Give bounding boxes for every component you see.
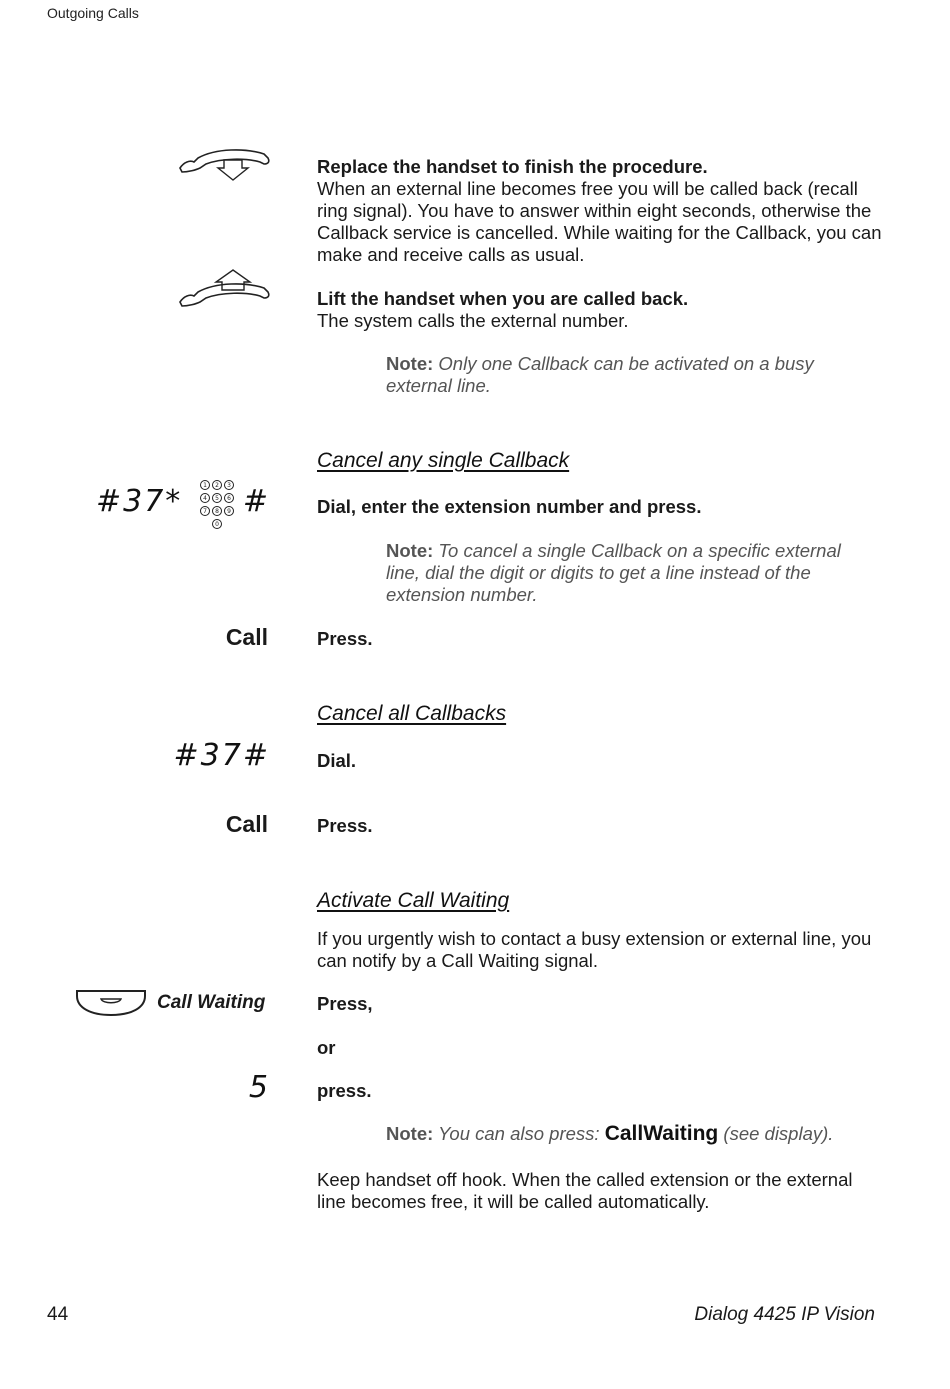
dial-code-cancel-all: #37# xyxy=(173,738,270,773)
svg-text:1: 1 xyxy=(203,482,207,489)
call-key-instruction: Press. xyxy=(317,628,373,649)
svg-text:7: 7 xyxy=(203,508,207,515)
call-waiting-press: Press, xyxy=(317,993,373,1014)
note-cancel-single xyxy=(386,540,866,606)
cancel-single-instruction: Dial, enter the extension number and press. xyxy=(317,496,702,517)
dial-code-suffix: # xyxy=(242,484,270,519)
keypad-icon xyxy=(198,478,236,530)
note-text-pre: You can also press: xyxy=(438,1123,600,1144)
cancel-all-instruction: Dial. xyxy=(317,750,357,771)
page-number: 44 xyxy=(47,1304,69,1325)
lift-instruction: Lift the handset when you are called back. xyxy=(317,288,689,309)
soft-key-icon xyxy=(75,988,147,1018)
svg-text:3: 3 xyxy=(227,482,231,489)
dial-code-prefix: #37* xyxy=(96,484,183,519)
svg-text:4: 4 xyxy=(203,495,207,502)
note-text-post: (see display). xyxy=(723,1123,834,1144)
replace-instruction: Replace the handset to finish the procedure. xyxy=(317,156,708,177)
callwaiting-display-key: CallWaiting xyxy=(604,1122,719,1145)
svg-text:8: 8 xyxy=(215,508,219,515)
press-digit-instruction: press. xyxy=(317,1080,372,1101)
svg-text:2: 2 xyxy=(215,482,219,489)
note-label: Note: xyxy=(386,1123,434,1144)
svg-text:5: 5 xyxy=(215,495,219,502)
replace-description: When an external line becomes free you will be called back (recall ring signal). You have to answer within eight seconds, otherwise the Callback service is cancelled. While waiting for the Callback, you can make and receive calls as usual. xyxy=(317,178,882,265)
call-key-instruction: Press. xyxy=(317,815,373,836)
call-waiting-key-label: Call Waiting xyxy=(157,992,266,1013)
product-name: Dialog 4425 IP Vision xyxy=(694,1304,875,1325)
svg-text:6: 6 xyxy=(227,495,231,502)
call-key-label: Call xyxy=(225,624,268,650)
svg-text:9: 9 xyxy=(227,508,231,515)
page-header-title: Outgoing Calls xyxy=(47,5,139,21)
note-callback xyxy=(386,353,856,397)
or-text: or xyxy=(317,1037,336,1058)
call-waiting-intro: If you urgently wish to contact a busy extension or external line, you can notify by a Call Waiting signal. xyxy=(317,928,872,971)
handset-down-icon xyxy=(176,146,272,182)
lift-description: The system calls the external number. xyxy=(317,310,629,331)
section-title-cancel-all: Cancel all Callbacks xyxy=(317,702,507,725)
call-key-label: Call xyxy=(225,811,268,837)
digit-five: 5 xyxy=(248,1070,270,1105)
handset-up-icon xyxy=(176,268,272,312)
note-text: Only one Callback can be activated on a busy external line. xyxy=(386,353,814,396)
section-title-call-waiting: Activate Call Waiting xyxy=(317,889,510,912)
svg-text:0: 0 xyxy=(215,521,219,528)
note-call-waiting xyxy=(386,1123,886,1145)
note-label: Note: xyxy=(386,353,434,374)
note-label: Note: xyxy=(386,540,434,561)
call-waiting-closing: Keep handset off hook. When the called extension or the external line becomes free, it will be called automatically. xyxy=(317,1169,853,1212)
note-text: To cancel a single Callback on a specific external line, dial the digit or digits to get a line instead of the extension number. xyxy=(386,540,841,605)
section-title-cancel-single: Cancel any single Callback xyxy=(317,449,570,472)
